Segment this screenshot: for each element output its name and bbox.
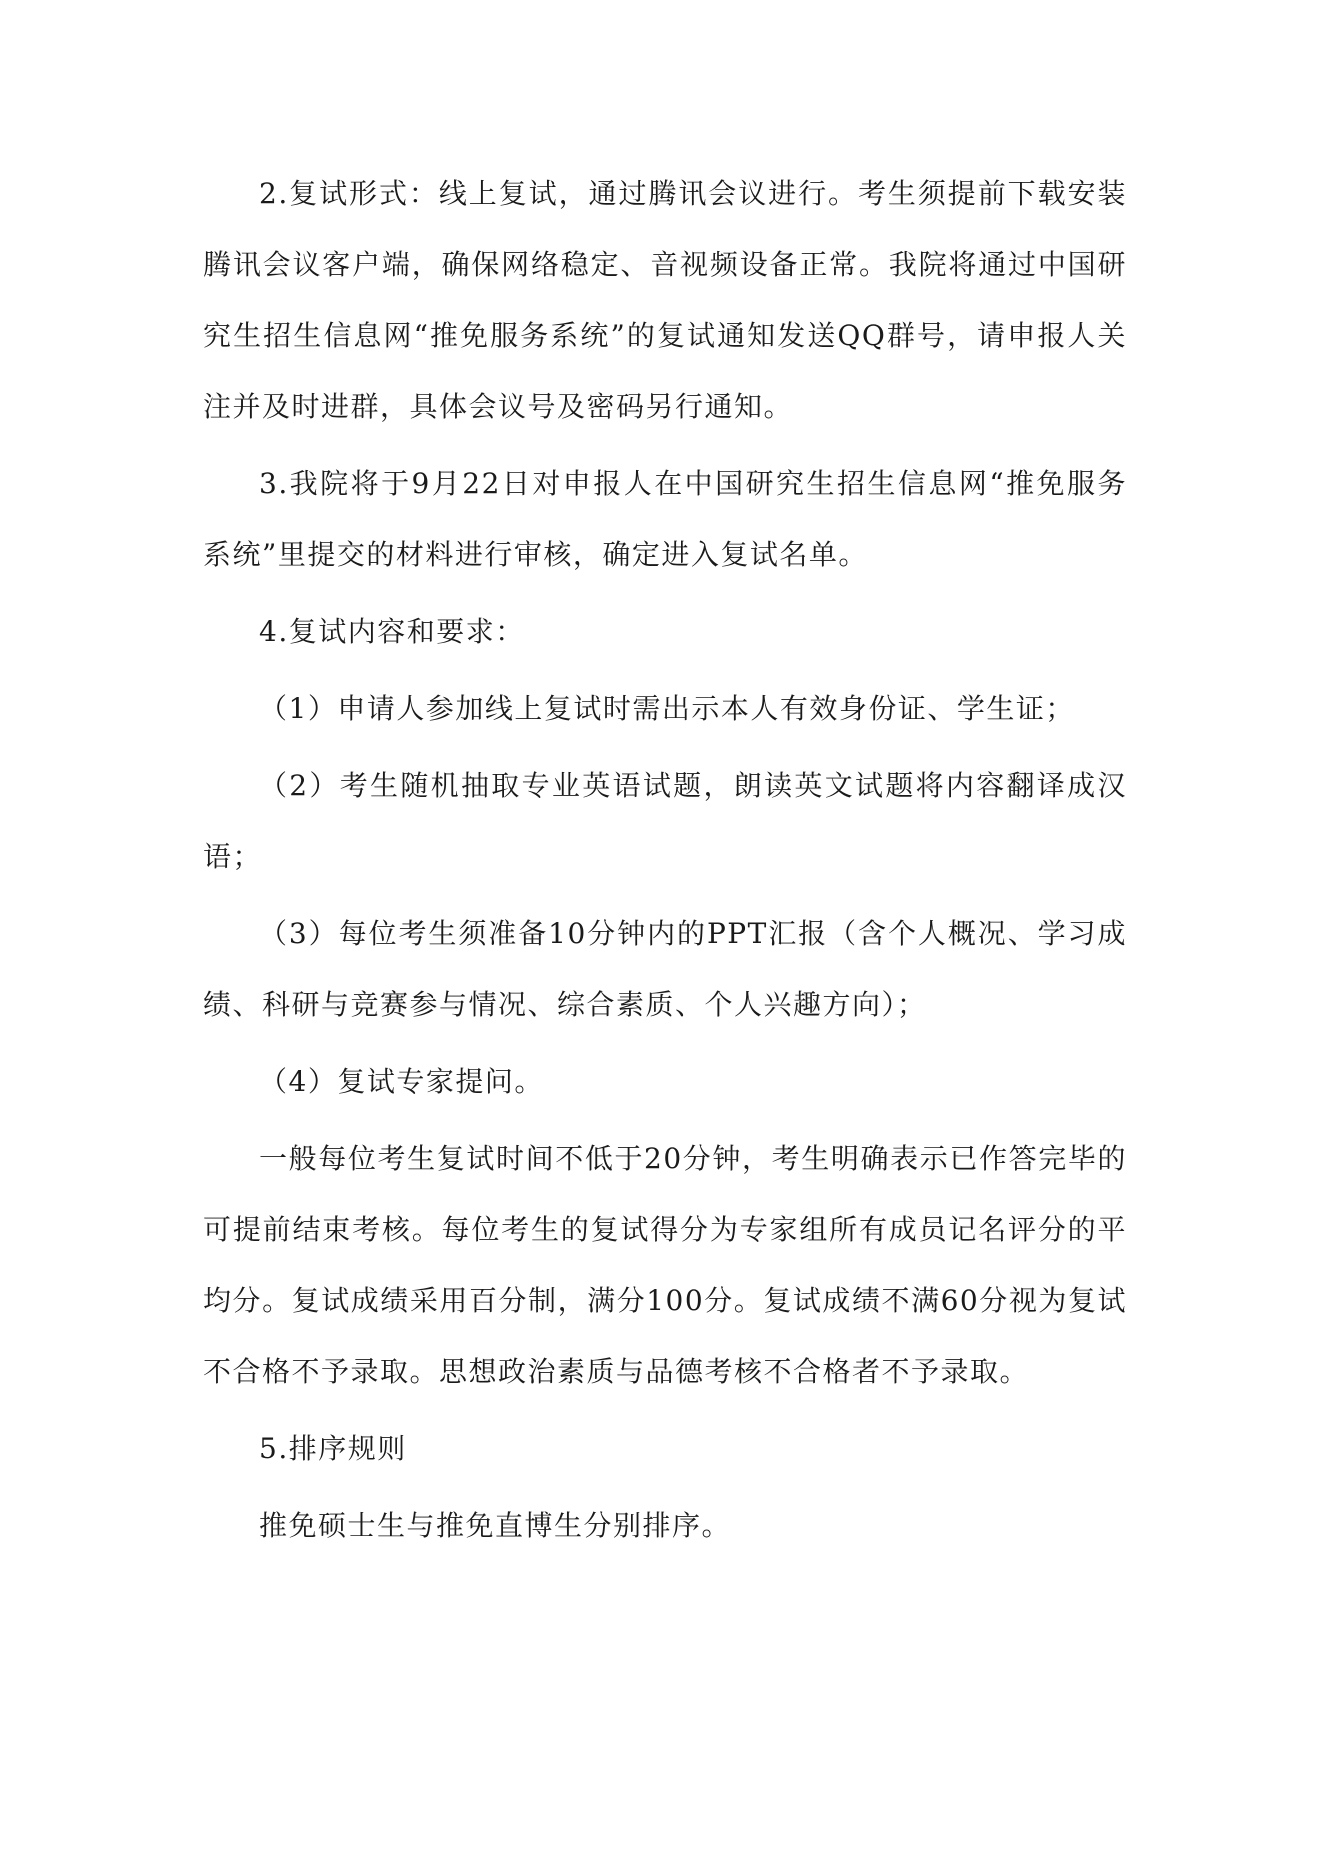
paragraph-material-review: 3.我院将于9月22日对申报人在中国研究生招生信息网“推免服务系统”里提交的材料进行审核，确定进入复试名单。	[203, 467, 1127, 571]
paragraph-ranking-heading: 5.排序规则	[259, 1432, 407, 1465]
paragraph-requirement-2: （2）考生随机抽取专业英语试题，朗读英文试题将内容翻译成汉语；	[203, 769, 1127, 873]
paragraph-scoring-rules: 一般每位考生复试时间不低于20分钟，考生明确表示已作答完毕的可提前结束考核。每位考生的复试得分为专家组所有成员记名评分的平均分。复试成绩采用百分制，满分100分。复试成绩不满60分视为复试不合格不予录取。思想政治素质与品德考核不合格者不予录取。	[203, 1142, 1127, 1388]
paragraph-requirement-4: （4）复试专家提问。	[259, 1065, 544, 1098]
paragraph-requirement-3: （3）每位考生须准备10分钟内的PPT汇报（含个人概况、学习成绩、科研与竞赛参与情况、综合素质、个人兴趣方向）；	[203, 917, 1127, 1021]
paragraph-ranking-rule: 推免硕士生与推免直博生分别排序。	[259, 1509, 732, 1542]
paragraph-interview-content-heading: 4.复试内容和要求：	[259, 615, 525, 648]
document-body	[203, 158, 1127, 1567]
paragraph-interview-format: 2.复试形式：线上复试，通过腾讯会议进行。考生须提前下载安装腾讯会议客户端，确保网络稳定、音视频设备正常。我院将通过中国研究生招生信息网“推免服务系统”的复试通知发送QQ群号，请申报人关注并及时进群，具体会议号及密码另行通知。	[203, 177, 1127, 423]
paragraph-requirement-1: （1）申请人参加线上复试时需出示本人有效身份证、学生证；	[259, 692, 1075, 725]
